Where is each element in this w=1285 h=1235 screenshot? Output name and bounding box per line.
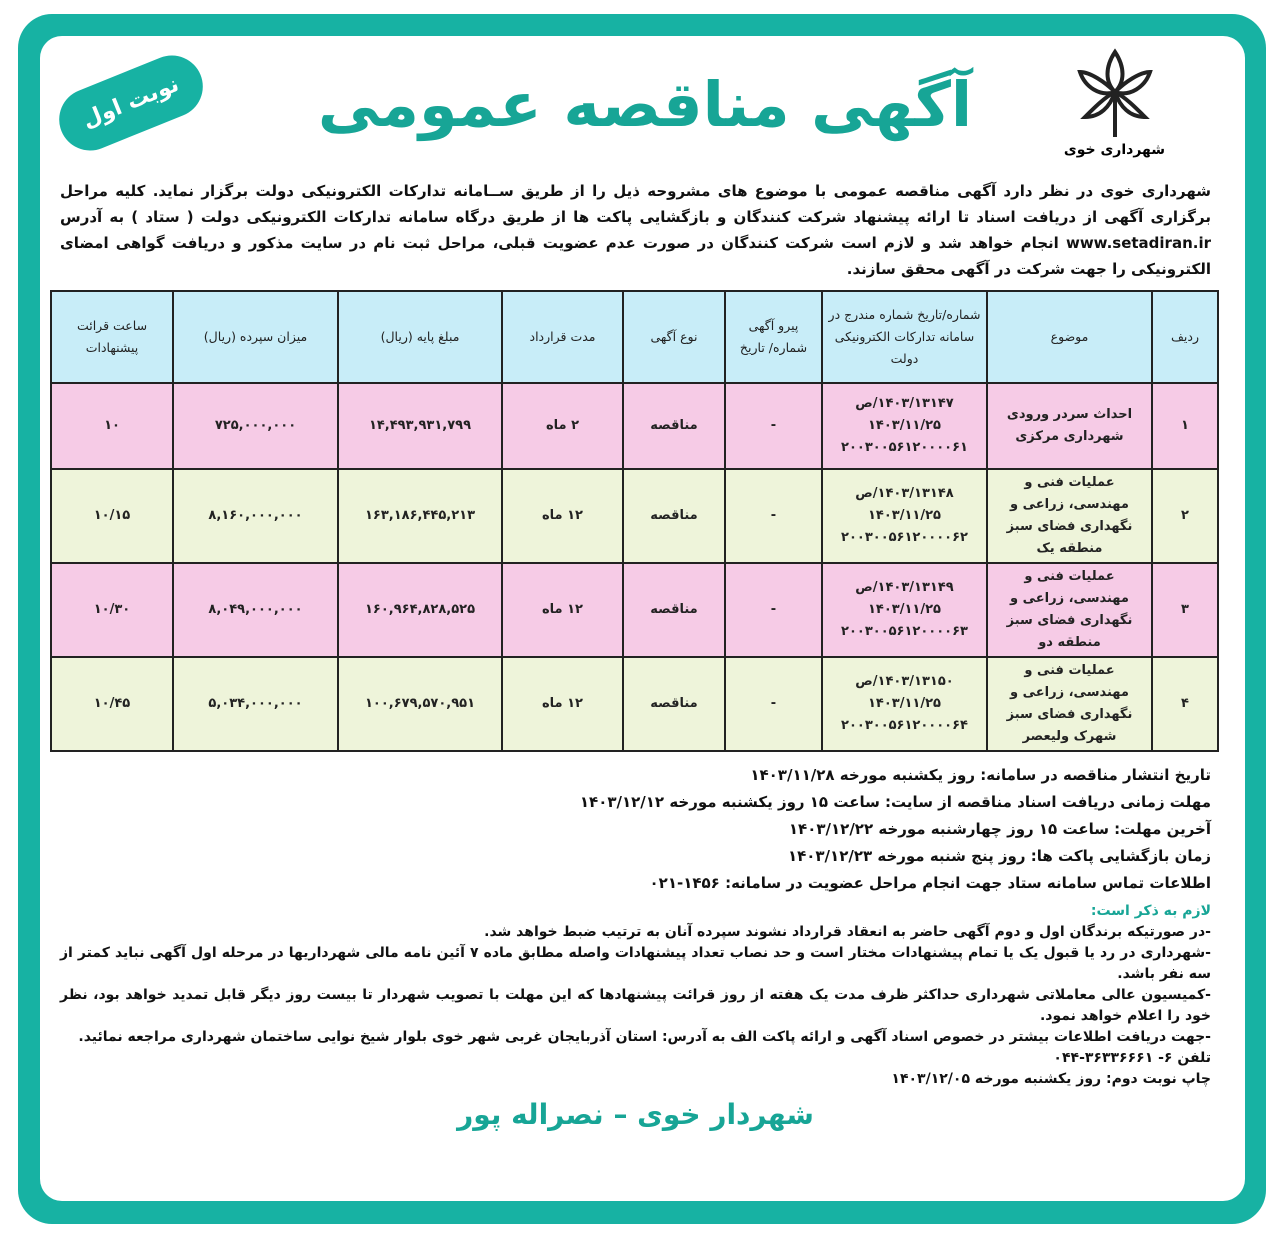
note-item: -شهرداری در رد یا قبول یک یا تمام پیشنهادات مختار است و حد نصاب تعداد پیشنهادات واصله مطابق ماده ۷ آئین نامه مالی شهرداریها در مرحله اول آگهی نباید کمتر از سه نفر باشد. [60,945,1211,982]
cell-deposit: ۵,۰۳۴,۰۰۰,۰۰۰ [173,657,338,751]
intro-paragraph: شهرداری خوی در نظر دارد آگهی مناقصه عمومی با موضوع های مشروحه ذیل را از طریق ســامانه تدارکات الکترونیکی دولت برگزار نماید. کلیه مراحل برگزاری آگهی از دریافت اسناد تا ارائه پیشنهاد شرکت کنندگان و بازگشایی پاکت ها از طریق درگاه سامانه تدارکات الکترونیکی دولت ( ستاد ) به آدرس www.setadiran.ir انجام خواهد شد و لازم است شرکت کنندگان در صورت عدم عضویت قبلی، مراحل ثبت نام در سایت مذکور و دریافت گواهی امضای الکترونیکی را جهت شرکت در آگهی محقق سازند. [60,182,1211,278]
cell-base: ۱۰۰,۶۷۹,۵۷۰,۹۵۱ [338,657,502,751]
cell-subject: عملیات فنی و مهندسی، زراعی و نگهداری فضای سبز منطقه دو [987,563,1152,657]
cell-type: مناقصه [623,563,725,657]
cell-date: ۱۴۰۳/۱۱/۲۵ [868,508,941,523]
cell-deposit: ۷۲۵,۰۰۰,۰۰۰ [173,383,338,469]
column-header: مبلغ پایه (ریال) [338,291,502,383]
cell-time: ۱۰/۳۰ [51,563,173,657]
cell-base: ۱۴,۴۹۳,۹۳۱,۷۹۹ [338,383,502,469]
cell-num: ۱۴۰۳/۱۳۱۴۹/ص [855,580,954,595]
cell-code: ۲۰۰۳۰۰۵۶۱۲۰۰۰۰۶۴ [841,718,968,733]
cell-deposit: ۸,۱۶۰,۰۰۰,۰۰۰ [173,469,338,563]
cell-duration: ۱۲ ماه [502,469,623,563]
cell-base: ۱۶۳,۱۸۶,۴۴۵,۲۱۳ [338,469,502,563]
tender-table [50,290,1219,752]
cell-date: ۱۴۰۳/۱۱/۲۵ [868,696,941,711]
logo-text: شهرداری خوی [1063,142,1166,158]
cell-date: ۱۴۰۳/۱۱/۲۵ [868,418,941,433]
cell-n: ۳ [1152,563,1218,657]
cell-follow: - [725,383,822,469]
cell-follow: - [725,657,822,751]
column-header: موضوع [987,291,1152,383]
notes-section [52,901,1219,1090]
note-item: -جهت دریافت اطلاعات بیشتر در خصوص اسناد آگهی و ارائه پاکت الف به آدرس: استان آذربایجان غربی شهر خوی بلوار شیخ نوایی ساختمان شهرداری مراجعه نمائید. [78,1029,1211,1045]
cell-num: ۱۴۰۳/۱۳۱۵۰/ص [855,674,954,689]
table-row [51,383,1218,469]
note-item: -در صورتیکه برندگان اول و دوم آگهی حاضر به انعقاد قرارداد نشوند سپرده آنان به ترتیب ضبط خواهد شد. [484,924,1211,940]
cell-duration: ۲ ماه [502,383,623,469]
cell-number [822,383,987,469]
cell-type: مناقصه [623,383,725,469]
signature: شهردار خوی – نصراله پور [457,1098,814,1131]
cell-deposit: ۸,۰۴۹,۰۰۰,۰۰۰ [173,563,338,657]
column-header: شماره/تاریخ شماره مندرج در سامانه تدارکات الکترونیکی دولت [822,291,987,383]
cell-num: ۱۴۰۳/۱۳۱۴۷/ص [855,396,954,411]
cell-n: ۱ [1152,383,1218,469]
cell-duration: ۱۲ ماه [502,657,623,751]
cell-subject: عملیات فنی و مهندسی، زراعی و نگهداری فضای سبز شهرک ولیعصر [987,657,1152,751]
cell-code: ۲۰۰۳۰۰۵۶۱۲۰۰۰۰۶۳ [841,624,968,639]
cell-number [822,563,987,657]
cell-duration: ۱۲ ماه [502,563,623,657]
note-item: -کمیسیون عالی معاملاتی شهرداری حداکثر ظرف مدت یک هفته از روز قرائت پیشنهادها که این مهلت با تصویب شهردار تا بیست روز دیگر قابل تمدید خواهد بود، نظر خود را اعلام خواهد نمود. [60,987,1211,1024]
column-header: ردیف [1152,291,1218,383]
column-header: نوع آگهی [623,291,725,383]
cell-date: ۱۴۰۳/۱۱/۲۵ [868,602,941,617]
cell-type: مناقصه [623,657,725,751]
flower-logo-icon [1065,42,1165,142]
cell-type: مناقصه [623,469,725,563]
note-item: چاپ نوبت دوم: روز یکشنبه مورخه ۱۴۰۳/۱۲/۰۵ [891,1071,1211,1087]
info-line: مهلت زمانی دریافت اسناد مناقصه از سایت: ساعت ۱۵ روز یکشنبه مورخه ۱۴۰۳/۱۲/۱۲ [579,793,1211,811]
cell-n: ۲ [1152,469,1218,563]
cell-time: ۱۰/۱۵ [51,469,173,563]
cell-code: ۲۰۰۳۰۰۵۶۱۲۰۰۰۰۶۲ [841,530,968,545]
cell-follow: - [725,469,822,563]
cell-number [822,657,987,751]
table-row [51,657,1218,751]
cell-subject: احداث سردر ورودی شهرداری مرکزی [987,383,1152,469]
info-line: تاریخ انتشار مناقصه در سامانه: روز یکشنبه مورخه ۱۴۰۳/۱۱/۲۸ [750,766,1211,784]
info-line: آخرین مهلت: ساعت ۱۵ روز چهارشنبه مورخه ۱۴۰۳/۱۲/۲۲ [788,820,1211,838]
page-title: آگهی مناقصه عمومی [317,68,973,141]
cell-time: ۱۰ [51,383,173,469]
cell-follow: - [725,563,822,657]
cell-time: ۱۰/۴۵ [51,657,173,751]
cell-subject: عملیات فنی و مهندسی، زراعی و نگهداری فضای سبز منطقه یک [987,469,1152,563]
info-line: زمان بازگشایی پاکت ها: روز پنج شنبه مورخه ۱۴۰۳/۱۲/۲۳ [787,847,1211,865]
note-item: تلفن ۶- ۳۶۳۳۶۶۶۱-۰۴۴ [1053,1050,1211,1066]
municipality-logo [1052,42,1177,172]
column-header: مدت قرارداد [502,291,623,383]
cell-code: ۲۰۰۳۰۰۵۶۱۲۰۰۰۰۶۱ [841,440,968,455]
column-header: پیرو آگهی شماره/ تاریخ [725,291,822,383]
cell-n: ۴ [1152,657,1218,751]
column-header: ساعت قرائت پیشنهادات [51,291,173,383]
cell-number [822,469,987,563]
cell-base: ۱۶۰,۹۶۴,۸۲۸,۵۲۵ [338,563,502,657]
cell-num: ۱۴۰۳/۱۳۱۴۸/ص [855,486,954,501]
info-line: اطلاعات تماس سامانه ستاد جهت انجام مراحل عضویت در سامانه: ۱۴۵۶-۰۲۱ [649,874,1211,892]
column-header: میزان سپرده (ریال) [173,291,338,383]
dates-info [52,762,1219,897]
table-row [51,563,1218,657]
round-badge: نوبت اول [50,46,212,160]
notes-heading: لازم به ذکر است: [1090,903,1211,919]
notice-content [52,178,1219,1134]
table-row [51,469,1218,563]
